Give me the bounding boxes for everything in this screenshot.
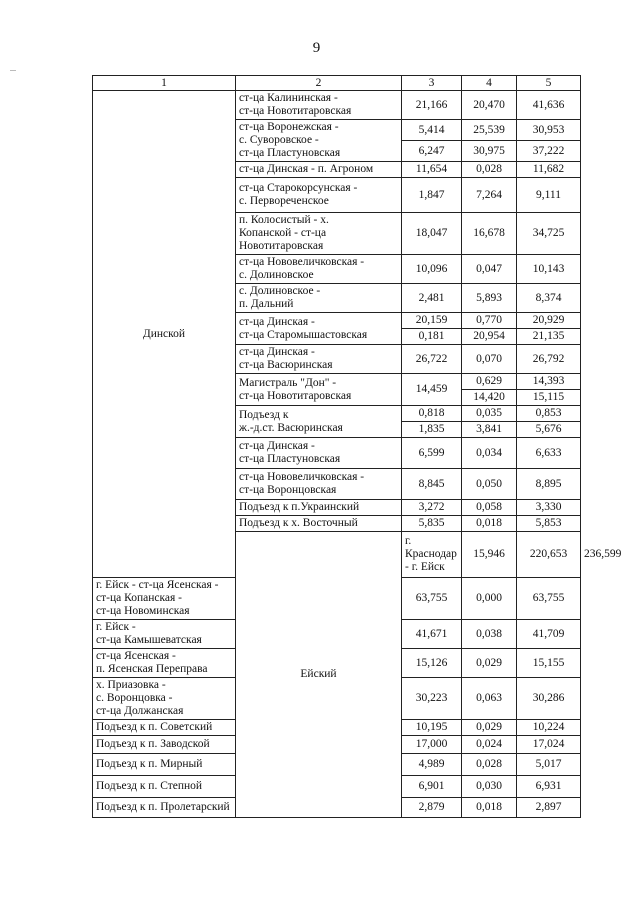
route-name: Магистраль "Дон" - ст-ца Новотитаровская — [236, 374, 402, 406]
header-col-3: 3 — [402, 76, 462, 91]
value-col4: 5,893 — [462, 284, 517, 313]
value-col4: 0,058 — [462, 500, 517, 516]
value-col4: 0,000 — [462, 578, 517, 620]
roads-table — [92, 75, 622, 818]
value-col4: 0,770 — [462, 313, 517, 329]
route-name: г. Краснодар - г. Ейск — [402, 532, 462, 578]
value-col4: 30,975 — [462, 141, 517, 162]
value-col4: 220,653 — [517, 532, 581, 578]
value-col3: 14,459 — [402, 374, 462, 406]
value-col4: 0,028 — [462, 162, 517, 178]
value-col3: 5,835 — [402, 516, 462, 532]
value-col3: 2,879 — [402, 798, 462, 818]
value-col5: 9,111 — [517, 178, 581, 213]
value-col4: 0,029 — [462, 720, 517, 736]
value-col3: 4,989 — [402, 754, 462, 776]
value-col4: 0,035 — [462, 406, 517, 422]
value-col3: 3,272 — [402, 500, 462, 516]
value-col5: 8,895 — [517, 469, 581, 500]
value-col3: 26,722 — [402, 345, 462, 374]
route-name: ст-ца Старокорсунская - с. Первореченское — [236, 178, 402, 213]
value-col5: 30,286 — [517, 678, 581, 720]
value-col5: 5,853 — [517, 516, 581, 532]
table-row: Ейский г. Краснодар - г. Ейск 15,946 220,653 236,599 — [93, 532, 581, 578]
value-col5: 41,709 — [517, 620, 581, 649]
route-name: с. Долиновское - п. Дальний — [236, 284, 402, 313]
value-col4: 0,030 — [462, 776, 517, 798]
value-col5: 15,155 — [517, 649, 581, 678]
value-col3: 6,599 — [402, 438, 462, 469]
value-col3: 15,946 — [462, 532, 517, 578]
value-col5: 8,374 — [517, 284, 581, 313]
route-name: Подъезд к х. Восточный — [236, 516, 402, 532]
value-col3: 30,223 — [402, 678, 462, 720]
value-col5: 21,135 — [517, 329, 581, 345]
value-col5: 17,024 — [517, 736, 581, 754]
value-col5: 14,393 — [517, 374, 581, 390]
value-col4: 0,047 — [462, 255, 517, 284]
route-name: Подъезд к п. Степной — [93, 776, 236, 798]
route-name: ст-ца Калининская - ст-ца Новотитаровская — [236, 91, 402, 120]
table-header-row — [93, 76, 581, 91]
value-col3: 6,901 — [402, 776, 462, 798]
value-col4: 14,420 — [462, 390, 517, 406]
route-name: Подъезд к ж.-д.ст. Васюринская — [236, 406, 402, 438]
value-col5: 63,755 — [517, 578, 581, 620]
value-col3: 18,047 — [402, 213, 462, 255]
value-col5: 30,953 — [517, 120, 581, 141]
value-col5: 0,853 — [517, 406, 581, 422]
value-col5: 3,330 — [517, 500, 581, 516]
value-col3: 20,159 — [402, 313, 462, 329]
route-name: Подъезд к п. Заводской — [93, 736, 236, 754]
value-col5: 2,897 — [517, 798, 581, 818]
route-name: Подъезд к п. Пролетарский — [93, 798, 236, 818]
value-col4: 0,050 — [462, 469, 517, 500]
value-col4: 0,034 — [462, 438, 517, 469]
value-col5: 41,636 — [517, 91, 581, 120]
value-col3: 0,818 — [402, 406, 462, 422]
value-col5: 15,115 — [517, 390, 581, 406]
value-col5: 11,682 — [517, 162, 581, 178]
value-col4: 0,629 — [462, 374, 517, 390]
route-name: Подъезд к п.Украинский — [236, 500, 402, 516]
value-col4: 0,063 — [462, 678, 517, 720]
route-name: п. Колосистый - х. Копанской - ст-ца Новотитаровская — [236, 213, 402, 255]
route-name: х. Приазовка - с. Воронцовка - ст-ца Должанская — [93, 678, 236, 720]
value-col4: 16,678 — [462, 213, 517, 255]
value-col3: 17,000 — [402, 736, 462, 754]
route-name: ст-ца Динская - ст-ца Пластуновская — [236, 438, 402, 469]
value-col3: 10,096 — [402, 255, 462, 284]
value-col3: 15,126 — [402, 649, 462, 678]
district-name: Динской — [93, 91, 236, 578]
route-name: г. Ейск - ст-ца Камышеватская — [93, 620, 236, 649]
route-name: Подъезд к п. Советский — [93, 720, 236, 736]
header-col-4: 4 — [462, 76, 517, 91]
value-col3: 5,414 — [402, 120, 462, 141]
value-col5: 37,222 — [517, 141, 581, 162]
value-col3: 1,847 — [402, 178, 462, 213]
header-col-2: 2 — [236, 76, 402, 91]
value-col5: 26,792 — [517, 345, 581, 374]
district-name: Ейский — [236, 532, 402, 818]
route-name: ст-ца Ясенская - п. Ясенская Переправа — [93, 649, 236, 678]
value-col4: 7,264 — [462, 178, 517, 213]
value-col3: 11,654 — [402, 162, 462, 178]
value-col5: 34,725 — [517, 213, 581, 255]
value-col3: 10,195 — [402, 720, 462, 736]
value-col4: 0,018 — [462, 516, 517, 532]
header-col-5: 5 — [517, 76, 581, 91]
value-col5: 6,931 — [517, 776, 581, 798]
value-col4: 20,954 — [462, 329, 517, 345]
value-col5: 10,143 — [517, 255, 581, 284]
value-col3: 8,845 — [402, 469, 462, 500]
route-name: ст-ца Динская - ст-ца Васюринская — [236, 345, 402, 374]
route-name: г. Ейск - ст-ца Ясенская - ст-ца Копанская - ст-ца Новоминская — [93, 578, 236, 620]
value-col4: 25,539 — [462, 120, 517, 141]
route-name: ст-ца Нововеличковская - с. Долиновское — [236, 255, 402, 284]
route-name: ст-ца Нововеличковская - ст-ца Воронцовская — [236, 469, 402, 500]
value-col3: 2,481 — [402, 284, 462, 313]
value-col5: 5,676 — [517, 422, 581, 438]
route-name: Подъезд к п. Мирный — [93, 754, 236, 776]
route-name: ст-ца Динская - ст-ца Старомышастовская — [236, 313, 402, 345]
value-col3: 6,247 — [402, 141, 462, 162]
value-col3: 41,671 — [402, 620, 462, 649]
page-number: 9 — [312, 40, 321, 56]
value-col3: 0,181 — [402, 329, 462, 345]
value-col4: 0,028 — [462, 754, 517, 776]
value-col3: 1,835 — [402, 422, 462, 438]
value-col4: 3,841 — [462, 422, 517, 438]
header-col-1: 1 — [93, 76, 236, 91]
value-col4: 0,018 — [462, 798, 517, 818]
value-col5: 5,017 — [517, 754, 581, 776]
value-col5: 6,633 — [517, 438, 581, 469]
value-col4: 0,024 — [462, 736, 517, 754]
value-col5: 20,929 — [517, 313, 581, 329]
route-name: ст-ца Воронежская - с. Суворовское - ст-ца Пластуновская — [236, 120, 402, 162]
value-col4: 0,070 — [462, 345, 517, 374]
route-name: ст-ца Динская - п. Агроном — [236, 162, 402, 178]
value-col3: 63,755 — [402, 578, 462, 620]
value-col5: 10,224 — [517, 720, 581, 736]
value-col4: 0,038 — [462, 620, 517, 649]
value-col3: 21,166 — [402, 91, 462, 120]
scan-mark — [10, 70, 16, 71]
value-col4: 0,029 — [462, 649, 517, 678]
value-col4: 20,470 — [462, 91, 517, 120]
table-row — [93, 91, 581, 120]
